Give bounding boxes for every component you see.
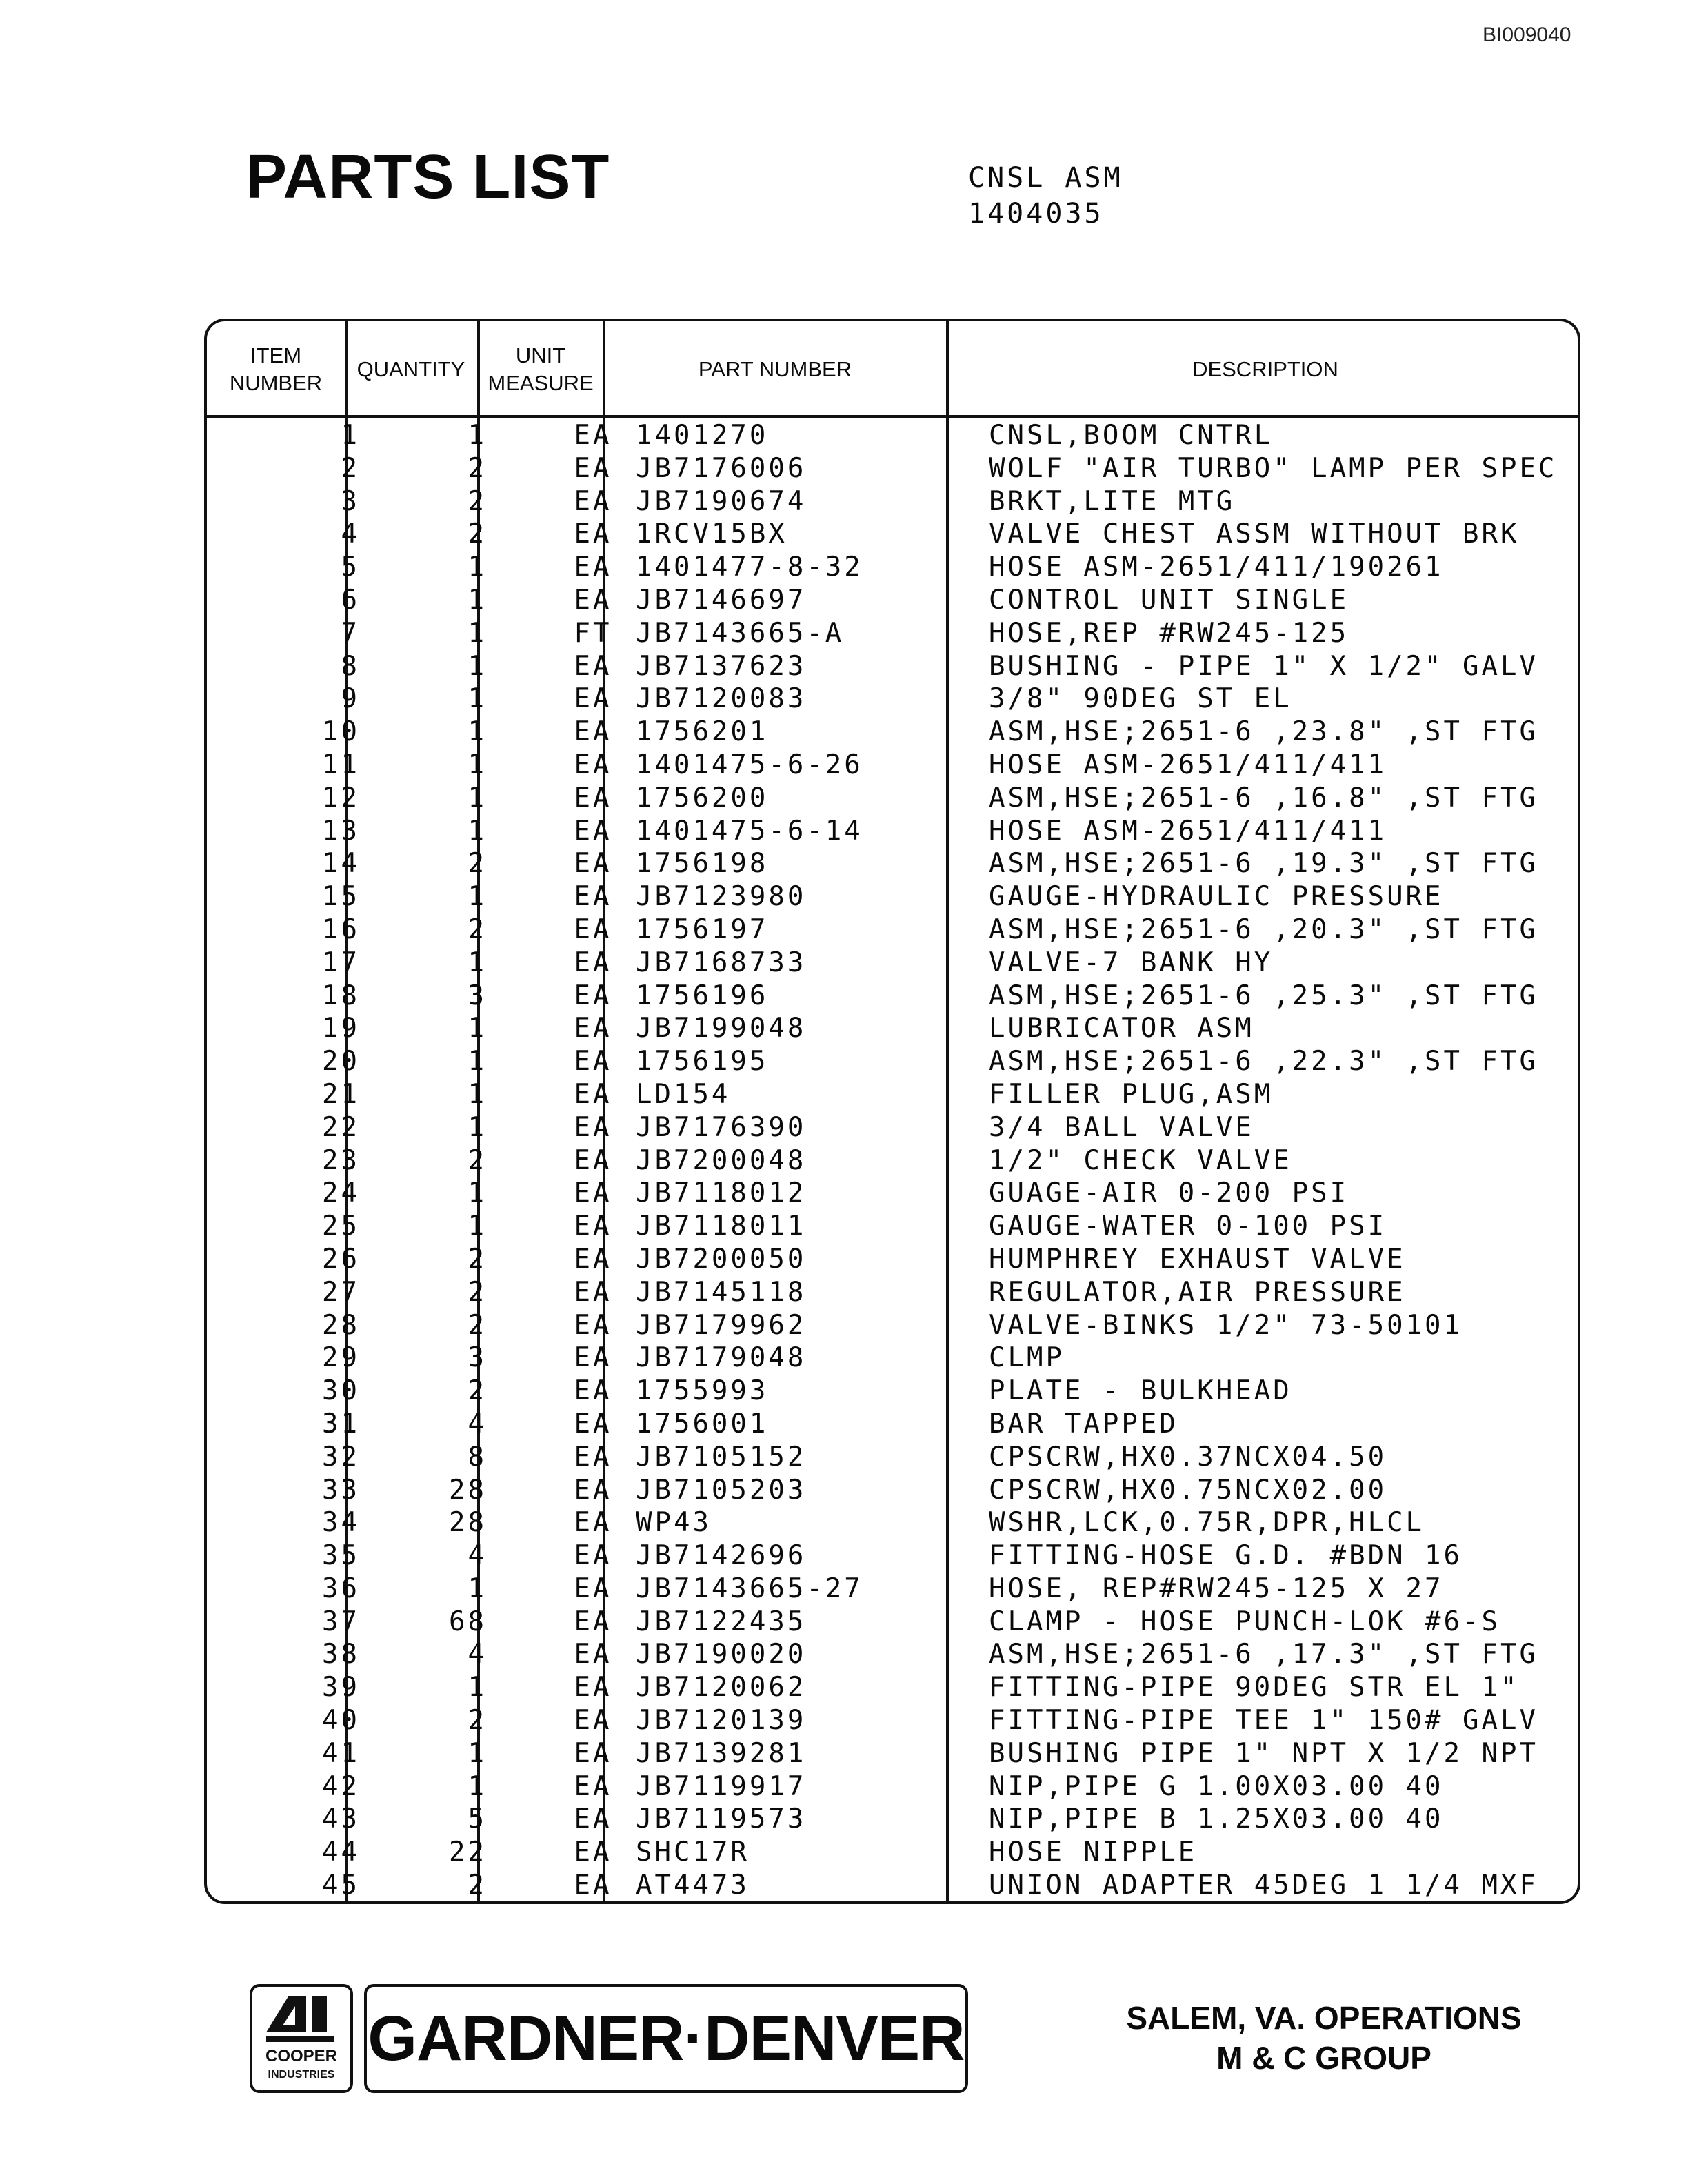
cell-unit-measure: EA: [574, 716, 612, 748]
cell-item-number: 42: [322, 1770, 360, 1802]
cell-description: HOSE, REP#RW245-125 X 27: [989, 1573, 1444, 1604]
cell-item-number: 6: [341, 584, 360, 616]
cell-part-number: JB7168733: [636, 947, 807, 978]
cell-part-number: SHC17R: [636, 1837, 750, 1868]
header-part-number: PART NUMBER: [698, 357, 852, 381]
cell-quantity: 1: [468, 584, 487, 616]
cell-description: ASM,HSE;2651-6 ,17.3" ,ST FTG: [989, 1639, 1538, 1670]
cell-item-number: 44: [322, 1837, 360, 1868]
cell-description: ASM,HSE;2651-6 ,16.8" ,ST FTG: [989, 782, 1538, 813]
cell-quantity: 1: [468, 1111, 487, 1143]
cell-item-number: 36: [322, 1573, 360, 1604]
table-row: [207, 1474, 1578, 1507]
table-row: [207, 1704, 1578, 1737]
table-row: [207, 1342, 1578, 1375]
cell-description: 3/8" 90DEG ST EL: [989, 683, 1292, 715]
cell-unit-measure: EA: [574, 1507, 612, 1539]
cell-quantity: 1: [468, 815, 487, 847]
cell-part-number: JB7105152: [636, 1441, 807, 1473]
cell-quantity: 68: [449, 1606, 487, 1637]
cell-description: ASM,HSE;2651-6 ,19.3" ,ST FTG: [989, 848, 1538, 880]
cell-quantity: 1: [468, 552, 487, 583]
cell-description: LUBRICATOR ASM: [989, 1013, 1254, 1044]
cell-part-number: 1756198: [636, 848, 769, 880]
cell-unit-measure: EA: [574, 1013, 612, 1044]
cell-description: VALVE-7 BANK HY: [989, 947, 1274, 978]
cell-quantity: 2: [468, 485, 487, 517]
cell-description: HUMPHREY EXHAUST VALVE: [989, 1243, 1406, 1275]
table-row: [207, 1375, 1578, 1408]
table-row: [207, 682, 1578, 716]
cell-item-number: 10: [322, 716, 360, 748]
table-row: [207, 1144, 1578, 1177]
cell-item-number: 41: [322, 1737, 360, 1769]
cell-description: UNION ADAPTER 45DEG 1 1/4 MXF: [989, 1870, 1538, 1901]
table-row: [207, 485, 1578, 518]
cell-unit-measure: EA: [574, 1540, 612, 1572]
cell-quantity: 2: [468, 518, 487, 550]
table-row: [207, 847, 1578, 880]
table-row: [207, 650, 1578, 683]
cell-quantity: 2: [468, 452, 487, 484]
cell-quantity: 28: [449, 1474, 487, 1506]
cell-unit-measure: EA: [574, 518, 612, 550]
cell-item-number: 39: [322, 1672, 360, 1703]
cell-quantity: 28: [449, 1507, 487, 1539]
cell-part-number: JB7179962: [636, 1309, 807, 1341]
cell-unit-measure: EA: [574, 1474, 612, 1506]
header-item-number: ITEM NUMBER: [229, 343, 323, 395]
table-row: [207, 880, 1578, 913]
cell-description: ASM,HSE;2651-6 ,25.3" ,ST FTG: [989, 980, 1538, 1011]
cell-part-number: JB7200050: [636, 1243, 807, 1275]
table-row: [207, 518, 1578, 551]
table-row: [207, 551, 1578, 584]
table-row: [207, 617, 1578, 650]
cell-quantity: 1: [468, 1770, 487, 1802]
cell-part-number: JB7137623: [636, 650, 807, 682]
table-row: [207, 815, 1578, 848]
cell-part-number: JB7120083: [636, 683, 807, 715]
cell-part-number: JB7120062: [636, 1672, 807, 1703]
table-row: [207, 1606, 1578, 1639]
table-row: [207, 1309, 1578, 1342]
cell-unit-measure: EA: [574, 1606, 612, 1637]
cell-unit-measure: EA: [574, 1705, 612, 1737]
cell-unit-measure: EA: [574, 420, 612, 451]
cell-description: VALVE-BINKS 1/2" 73-50101: [989, 1309, 1463, 1341]
cell-quantity: 3: [468, 980, 487, 1011]
cell-item-number: 14: [322, 848, 360, 880]
cell-quantity: 1: [468, 1013, 487, 1044]
cell-part-number: JB7139281: [636, 1737, 807, 1769]
cell-unit-measure: EA: [574, 881, 612, 913]
cell-part-number: JB7176390: [636, 1111, 807, 1143]
cell-item-number: 19: [322, 1013, 360, 1044]
cell-unit-measure: EA: [574, 1441, 612, 1473]
cell-description: NIP,PIPE G 1.00X03.00 40: [989, 1770, 1444, 1802]
cell-item-number: 2: [341, 452, 360, 484]
cell-quantity: 1: [468, 1573, 487, 1604]
cell-part-number: JB7190674: [636, 485, 807, 517]
table-row: [207, 782, 1578, 815]
table-row: [207, 1210, 1578, 1243]
cell-item-number: 27: [322, 1276, 360, 1308]
cell-part-number: 1756196: [636, 980, 769, 1011]
cell-description: FITTING-HOSE G.D. #BDN 16: [989, 1540, 1463, 1572]
cell-quantity: 1: [468, 716, 487, 748]
cell-unit-measure: EA: [574, 1870, 612, 1901]
cell-description: ASM,HSE;2651-6 ,20.3" ,ST FTG: [989, 913, 1538, 945]
cell-unit-measure: EA: [574, 584, 612, 616]
cell-quantity: 2: [468, 1870, 487, 1901]
assembly-number: 1404035: [968, 198, 1104, 230]
assembly-info: [968, 160, 1123, 232]
cell-unit-measure: EA: [574, 1111, 612, 1143]
cell-description: FILLER PLUG,ASM: [989, 1078, 1274, 1110]
cell-description: HOSE ASM-2651/411/411: [989, 749, 1387, 780]
brand-name: GARDNER·DENVER: [368, 2003, 965, 2074]
cell-part-number: 1756195: [636, 1046, 769, 1078]
cell-part-number: JB7199048: [636, 1013, 807, 1044]
logo-text-line2: INDUSTRIES: [268, 2069, 335, 2081]
table-row: [207, 1737, 1578, 1770]
cell-part-number: 1756200: [636, 782, 769, 813]
cell-quantity: 2: [468, 848, 487, 880]
cell-part-number: JB7146697: [636, 584, 807, 616]
table-row: [207, 1573, 1578, 1606]
table-row: [207, 947, 1578, 980]
cell-part-number: AT4473: [636, 1870, 750, 1901]
cell-description: ASM,HSE;2651-6 ,22.3" ,ST FTG: [989, 1046, 1538, 1078]
cell-item-number: 7: [341, 617, 360, 649]
cell-item-number: 23: [322, 1144, 360, 1176]
table-row: [207, 1441, 1578, 1474]
cell-unit-measure: EA: [574, 1639, 612, 1670]
cell-description: BRKT,LITE MTG: [989, 485, 1236, 517]
cell-quantity: 1: [468, 420, 487, 451]
cell-item-number: 8: [341, 650, 360, 682]
cell-unit-measure: EA: [574, 1375, 612, 1407]
cell-description: WOLF "AIR TURBO" LAMP PER SPEC: [989, 452, 1558, 484]
parts-table: [204, 318, 1580, 1904]
cell-quantity: 2: [468, 1309, 487, 1341]
cell-part-number: JB7119917: [636, 1770, 807, 1802]
cell-unit-measure: EA: [574, 947, 612, 978]
cell-part-number: 1756001: [636, 1408, 769, 1439]
table-row: [207, 1506, 1578, 1539]
cell-item-number: 4: [341, 518, 360, 550]
table-row: [207, 1012, 1578, 1045]
cell-part-number: LD154: [636, 1078, 731, 1110]
cell-description: VALVE CHEST ASSM WITHOUT BRK: [989, 518, 1520, 550]
table-row: [207, 584, 1578, 617]
cell-item-number: 30: [322, 1375, 360, 1407]
cell-item-number: 28: [322, 1309, 360, 1341]
operations-location: SALEM, VA. OPERATIONS: [1126, 2000, 1522, 2036]
table-row: [207, 1836, 1578, 1869]
page-title: PARTS LIST: [245, 143, 610, 212]
cell-unit-measure: EA: [574, 452, 612, 484]
operations-group: M & C GROUP: [1216, 2040, 1431, 2076]
cell-unit-measure: EA: [574, 1046, 612, 1078]
cell-description: REGULATOR,AIR PRESSURE: [989, 1276, 1406, 1308]
cell-quantity: 2: [468, 1144, 487, 1176]
header-description: DESCRIPTION: [1192, 357, 1338, 381]
cell-unit-measure: EA: [574, 749, 612, 780]
cell-unit-measure: EA: [574, 1342, 612, 1374]
cell-unit-measure: EA: [574, 1243, 612, 1275]
cell-unit-measure: FT: [574, 617, 612, 649]
cell-unit-measure: EA: [574, 1770, 612, 1802]
cell-quantity: 1: [468, 782, 487, 813]
cell-part-number: 1401475-6-14: [636, 815, 863, 847]
cell-description: CLAMP - HOSE PUNCH-LOK #6-S: [989, 1606, 1500, 1637]
cell-part-number: 1401270: [636, 420, 769, 451]
cell-part-number: 1RCV15BX: [636, 518, 787, 550]
cooper-logo: [250, 1984, 353, 2093]
cell-description: ASM,HSE;2651-6 ,23.8" ,ST FTG: [989, 716, 1538, 748]
cell-part-number: JB7120139: [636, 1705, 807, 1737]
cell-part-number: WP43: [636, 1507, 712, 1539]
cell-quantity: 1: [468, 947, 487, 978]
cell-description: BAR TAPPED: [989, 1408, 1178, 1439]
table-row: [207, 1045, 1578, 1078]
table-row: [207, 913, 1578, 947]
cell-part-number: JB7118012: [636, 1177, 807, 1209]
header-quantity: QUANTITY: [356, 357, 465, 381]
cell-quantity: 2: [468, 1243, 487, 1275]
cell-unit-measure: EA: [574, 1837, 612, 1868]
cell-unit-measure: EA: [574, 1309, 612, 1341]
cell-item-number: 26: [322, 1243, 360, 1275]
cell-quantity: 1: [468, 1737, 487, 1769]
cell-description: GAUGE-WATER 0-100 PSI: [989, 1211, 1387, 1242]
cell-item-number: 18: [322, 980, 360, 1011]
table-row: [207, 1243, 1578, 1276]
cell-quantity: 2: [468, 1375, 487, 1407]
cell-item-number: 24: [322, 1177, 360, 1209]
cell-unit-measure: EA: [574, 1737, 612, 1769]
cell-description: HOSE ASM-2651/411/411: [989, 815, 1387, 847]
cell-quantity: 1: [468, 1046, 487, 1078]
table-row: [207, 749, 1578, 782]
cell-part-number: JB7190020: [636, 1639, 807, 1670]
cell-unit-measure: EA: [574, 913, 612, 945]
table-row: [207, 1671, 1578, 1704]
cell-unit-measure: EA: [574, 1078, 612, 1110]
cell-part-number: JB7122435: [636, 1606, 807, 1637]
cell-unit-measure: EA: [574, 815, 612, 847]
cell-item-number: 15: [322, 881, 360, 913]
cell-part-number: JB7200048: [636, 1144, 807, 1176]
cell-part-number: JB7123980: [636, 881, 807, 913]
table-row: [207, 419, 1578, 452]
operations-label: [1076, 1998, 1572, 2078]
table-row: [207, 1111, 1578, 1144]
cell-item-number: 32: [322, 1441, 360, 1473]
cell-unit-measure: EA: [574, 1211, 612, 1242]
cell-description: GUAGE-AIR 0-200 PSI: [989, 1177, 1349, 1209]
assembly-name: CNSL ASM: [968, 162, 1123, 194]
cell-item-number: 38: [322, 1639, 360, 1670]
cell-unit-measure: EA: [574, 485, 612, 517]
cell-item-number: 17: [322, 947, 360, 978]
cell-description: WSHR,LCK,0.75R,DPR,HLCL: [989, 1507, 1425, 1539]
cooper-logo-icon: [252, 1987, 350, 2090]
cell-part-number: JB7105203: [636, 1474, 807, 1506]
cell-part-number: 1401477-8-32: [636, 552, 863, 583]
cell-part-number: 1401475-6-26: [636, 749, 863, 780]
cell-description: CLMP: [989, 1342, 1065, 1374]
cell-quantity: 1: [468, 617, 487, 649]
cell-part-number: JB7118011: [636, 1211, 807, 1242]
table-row: [207, 716, 1578, 749]
table-row: [207, 1869, 1578, 1902]
cell-quantity: 1: [468, 881, 487, 913]
cell-quantity: 1: [468, 1177, 487, 1209]
cell-quantity: 4: [468, 1408, 487, 1439]
table-row: [207, 980, 1578, 1013]
cell-quantity: 3: [468, 1342, 487, 1374]
cell-unit-measure: EA: [574, 1573, 612, 1604]
table-row: [207, 1408, 1578, 1441]
cell-quantity: 4: [468, 1639, 487, 1670]
cell-description: 3/4 BALL VALVE: [989, 1111, 1254, 1143]
table-row: [207, 1539, 1578, 1573]
cell-quantity: 2: [468, 1705, 487, 1737]
cell-item-number: 37: [322, 1606, 360, 1637]
brand-box: [364, 1984, 968, 2093]
cell-description: CNSL,BOOM CNTRL: [989, 420, 1274, 451]
cell-item-number: 25: [322, 1211, 360, 1242]
cell-quantity: 1: [468, 650, 487, 682]
table-row: [207, 1803, 1578, 1836]
cell-unit-measure: EA: [574, 683, 612, 715]
header-unit-measure: UNIT MEASURE: [488, 343, 594, 395]
cell-description: FITTING-PIPE 90DEG STR EL 1": [989, 1672, 1520, 1703]
table-row: [207, 452, 1578, 485]
document-id: BI009040: [1483, 23, 1571, 46]
cell-item-number: 20: [322, 1046, 360, 1078]
cell-unit-measure: EA: [574, 650, 612, 682]
cell-item-number: 40: [322, 1705, 360, 1737]
cell-description: CPSCRW,HX0.37NCX04.50: [989, 1441, 1387, 1473]
cell-item-number: 13: [322, 815, 360, 847]
cell-description: HOSE NIPPLE: [989, 1837, 1198, 1868]
cell-item-number: 43: [322, 1803, 360, 1835]
table-row: [207, 1770, 1578, 1803]
cell-part-number: JB7119573: [636, 1803, 807, 1835]
cell-description: CONTROL UNIT SINGLE: [989, 584, 1349, 616]
cell-unit-measure: EA: [574, 1144, 612, 1176]
cell-description: HOSE ASM-2651/411/190261: [989, 552, 1444, 583]
cell-description: HOSE,REP #RW245-125: [989, 617, 1349, 649]
cell-unit-measure: EA: [574, 1177, 612, 1209]
cell-item-number: 11: [322, 749, 360, 780]
cell-part-number: JB7143665-27: [636, 1573, 863, 1604]
cell-part-number: JB7145118: [636, 1276, 807, 1308]
table-row: [207, 1276, 1578, 1309]
cell-description: GAUGE-HYDRAULIC PRESSURE: [989, 881, 1444, 913]
cell-quantity: 2: [468, 1276, 487, 1308]
cell-quantity: 1: [468, 1078, 487, 1110]
cell-item-number: 21: [322, 1078, 360, 1110]
cell-item-number: 9: [341, 683, 360, 715]
cell-part-number: 1755993: [636, 1375, 769, 1407]
table-row: [207, 1638, 1578, 1671]
cell-quantity: 2: [468, 913, 487, 945]
cell-part-number: JB7142696: [636, 1540, 807, 1572]
table-row: [207, 1078, 1578, 1111]
cell-unit-measure: EA: [574, 552, 612, 583]
cell-description: FITTING-PIPE TEE 1" 150# GALV: [989, 1705, 1538, 1737]
parts-table-body: [207, 419, 1578, 1902]
cell-item-number: 1: [341, 420, 360, 451]
cell-item-number: 45: [322, 1870, 360, 1901]
logo-text-line1: COOPER: [265, 2047, 338, 2065]
cell-part-number: 1756197: [636, 913, 769, 945]
cell-description: CPSCRW,HX0.75NCX02.00: [989, 1474, 1387, 1506]
cell-item-number: 29: [322, 1342, 360, 1374]
cell-item-number: 12: [322, 782, 360, 813]
cell-quantity: 22: [449, 1837, 487, 1868]
header-rule: [207, 415, 1578, 418]
cell-quantity: 1: [468, 749, 487, 780]
cell-part-number: JB7176006: [636, 452, 807, 484]
cell-part-number: 1756201: [636, 716, 769, 748]
cell-quantity: 1: [468, 1672, 487, 1703]
cell-description: NIP,PIPE B 1.25X03.00 40: [989, 1803, 1444, 1835]
cell-quantity: 4: [468, 1540, 487, 1572]
cell-quantity: 8: [468, 1441, 487, 1473]
cell-quantity: 5: [468, 1803, 487, 1835]
cell-item-number: 5: [341, 552, 360, 583]
cell-description: PLATE - BULKHEAD: [989, 1375, 1292, 1407]
cell-unit-measure: EA: [574, 1672, 612, 1703]
cell-item-number: 22: [322, 1111, 360, 1143]
cell-unit-measure: EA: [574, 1276, 612, 1308]
cell-unit-measure: EA: [574, 782, 612, 813]
cell-item-number: 33: [322, 1474, 360, 1506]
cell-part-number: JB7179048: [636, 1342, 807, 1374]
cell-unit-measure: EA: [574, 1408, 612, 1439]
cell-item-number: 35: [322, 1540, 360, 1572]
cell-quantity: 1: [468, 683, 487, 715]
cell-description: 1/2" CHECK VALVE: [989, 1144, 1292, 1176]
cell-unit-measure: EA: [574, 980, 612, 1011]
cell-unit-measure: EA: [574, 1803, 612, 1835]
cell-part-number: JB7143665-A: [636, 617, 845, 649]
cell-description: BUSHING PIPE 1" NPT X 1/2 NPT: [989, 1737, 1538, 1769]
cell-item-number: 3: [341, 485, 360, 517]
cell-item-number: 34: [322, 1507, 360, 1539]
cell-unit-measure: EA: [574, 848, 612, 880]
cell-quantity: 1: [468, 1211, 487, 1242]
table-row: [207, 1177, 1578, 1210]
cell-item-number: 16: [322, 913, 360, 945]
cell-description: BUSHING - PIPE 1" X 1/2" GALV: [989, 650, 1538, 682]
cell-item-number: 31: [322, 1408, 360, 1439]
